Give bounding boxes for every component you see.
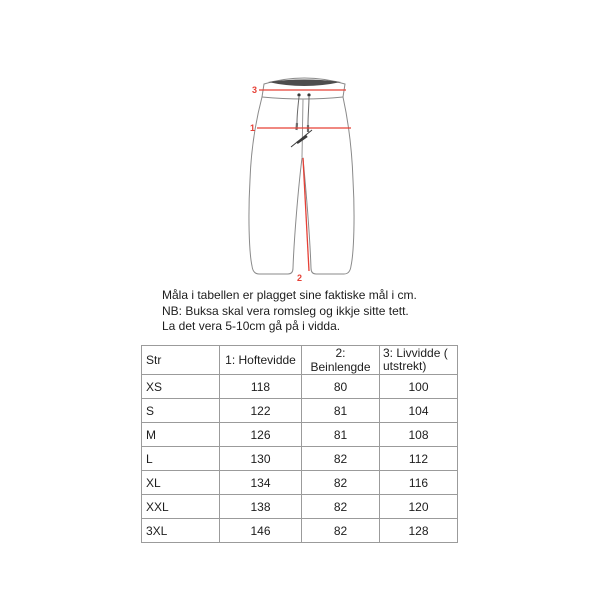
leg-cell: 82 [302, 447, 380, 471]
table-row [142, 423, 458, 447]
size-cell: 3XL [142, 519, 220, 543]
leg-cell: 80 [302, 375, 380, 399]
leg-cell: 82 [302, 471, 380, 495]
column-header-hip: 1: Hoftevidde [220, 346, 302, 375]
instruction-line: La det vera 5-10cm gå på i vidda. [162, 319, 341, 333]
leg-cell: 81 [302, 399, 380, 423]
waist-cell: 120 [380, 495, 458, 519]
column-header-size: Str [142, 346, 220, 375]
table-row [142, 471, 458, 495]
waist-cell: 128 [380, 519, 458, 543]
size-cell: XXL [142, 495, 220, 519]
waist-cell: 116 [380, 471, 458, 495]
drawstring-aglet-left [297, 123, 298, 130]
pants-right-leg-outline [303, 97, 354, 274]
hip-cell: 130 [220, 447, 302, 471]
table-row [142, 447, 458, 471]
pants-left-leg-outline [249, 97, 302, 274]
drawstring-right [308, 97, 309, 125]
table-header-row [142, 346, 458, 375]
drawstring-left [297, 97, 299, 123]
hip-cell: 122 [220, 399, 302, 423]
measure-label-hip: 1 [249, 123, 255, 133]
hip-cell: 138 [220, 495, 302, 519]
size-cell: XS [142, 375, 220, 399]
hip-cell: 126 [220, 423, 302, 447]
grommet-left [297, 93, 300, 96]
column-header-waist: 3: Livvidde ( utstrekt) [380, 346, 458, 375]
waist-cell: 100 [380, 375, 458, 399]
table-row [142, 399, 458, 423]
table-row [142, 375, 458, 399]
table-row [142, 495, 458, 519]
measure-label-leg: 2 [296, 273, 302, 283]
waist-cell: 104 [380, 399, 458, 423]
size-cell: L [142, 447, 220, 471]
waist-cell: 108 [380, 423, 458, 447]
grommet-right [307, 93, 310, 96]
leg-cell: 81 [302, 423, 380, 447]
instruction-line: Måla i tabellen er plagget sine faktiske mål i cm. [162, 288, 417, 302]
column-header-leg: 2: Beinlengde [302, 346, 380, 375]
hip-cell: 118 [220, 375, 302, 399]
measure-instructions [162, 288, 417, 335]
hip-cell: 146 [220, 519, 302, 543]
leg-cell: 82 [302, 519, 380, 543]
size-cell: S [142, 399, 220, 423]
size-cell: M [142, 423, 220, 447]
size-cell: XL [142, 471, 220, 495]
hip-cell: 134 [220, 471, 302, 495]
measure-label-waist: 3 [251, 85, 257, 95]
waistband-bottom-seam [262, 97, 343, 99]
pants-diagram [235, 62, 367, 292]
size-table [141, 345, 458, 543]
leg-cell: 82 [302, 495, 380, 519]
table-row [142, 519, 458, 543]
instruction-line: NB: Buksa skal vera romsleg og ikkje sitte tett. [162, 303, 409, 318]
waist-cell: 112 [380, 447, 458, 471]
